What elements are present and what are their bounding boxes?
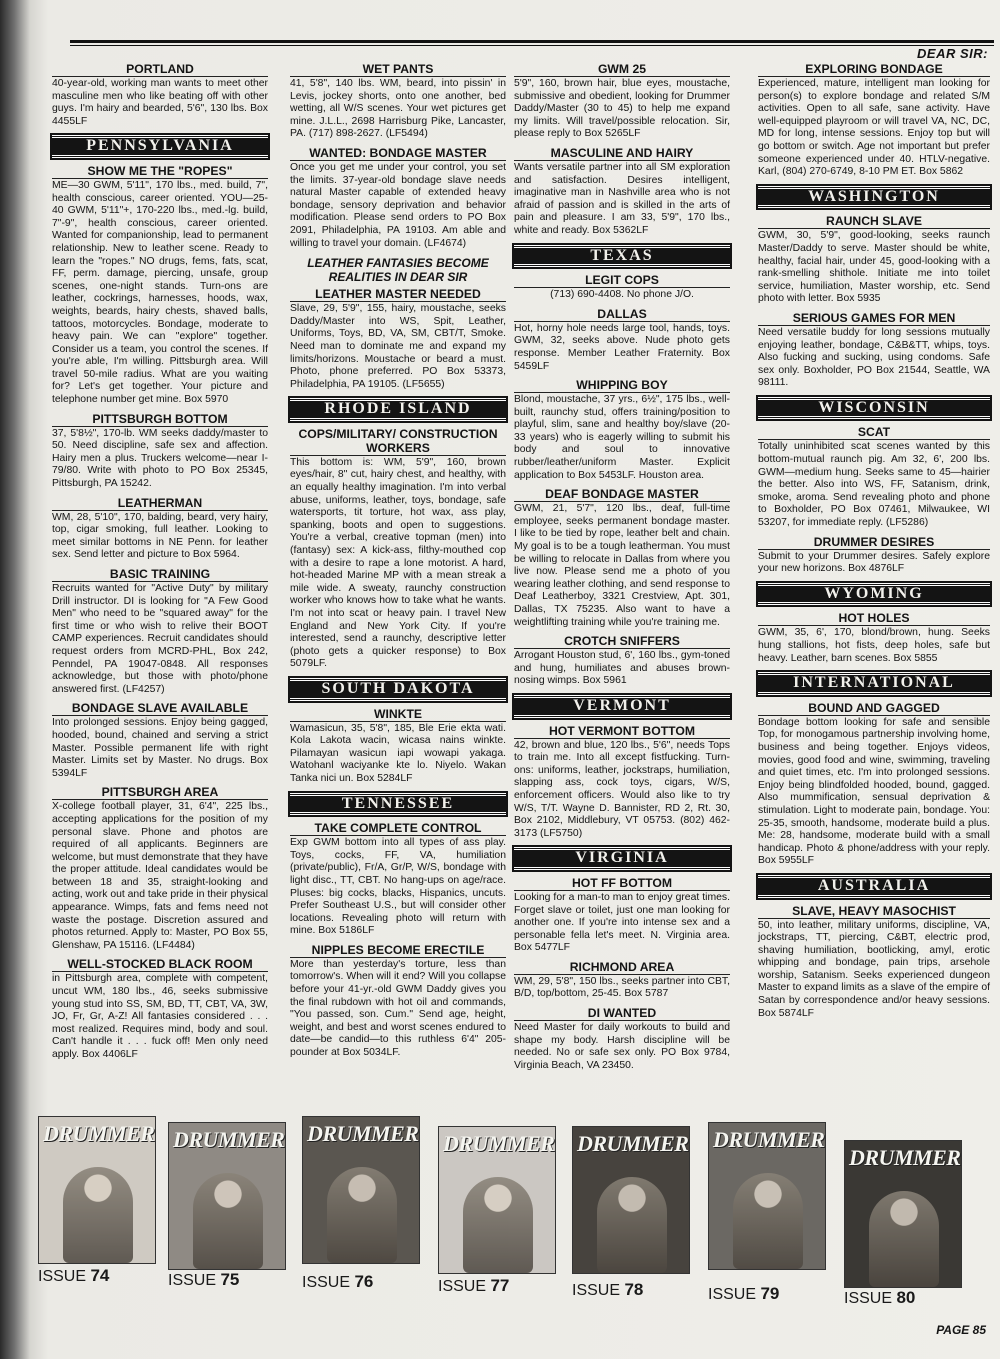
state-banner: PENNSYLVANIA: [52, 135, 268, 158]
ad-body: 41, 5'8", 140 lbs. WM, beard, into pissin' in Levis, jockey shorts, onto one another, bed wetting, all W/S scenes. Your wet pictures get mine. J.L.L., 2698 Harrisburg Pike, Lancaster, PA. (717) 898-2627. (LF5494): [290, 78, 506, 140]
state-banner: WYOMING: [758, 583, 990, 606]
ad-heading: BONDAGE SLAVE AVAILABLE: [52, 701, 268, 716]
ad-body: Submit to your Drummer desires. Safely explore your new horizons. Box 4876LF: [758, 550, 990, 575]
classified-ad: [758, 904, 990, 1021]
ad-body: ME—30 GWM, 5'11", 170 lbs., med. build, 7", health conscious, career oriented. YOU—25-40 GWM, 5'11"+, 170-220 lbs., med.-lg. build, 7"-9", health conscious, career oriented. Wanted for companionship, lead to permanent relationship. New to leather scene. Ready to learn the "ropes." NO drugs, fems, fats, scat, FF, perm. damage, piercing, unsafe, group scenes, one-night stands. Turn-ons are leather, cockrings, harnesses, hoods, wax, weights, beards, hairy chests, shaved balls, tattoos, motorcycles. Bondage, moderate to heavy pain. We can "explore" together. Consider us a team, you control the scenes. If you're able, I'm willing. Pittsburgh area. Will travel 50-mile radius. What are you waiting for? Let's get together. Your picture and telephone number get mine. Box 5970: [52, 179, 268, 406]
ad-heading: PITTSBURGH BOTTOM: [52, 412, 268, 427]
ad-heading: SCAT: [758, 425, 990, 440]
issue-cover[interactable]: [302, 1116, 420, 1264]
state-banner: VIRGINIA: [514, 847, 730, 870]
issue-number: 74: [90, 1266, 110, 1285]
classified-ad: [290, 943, 506, 1060]
ad-heading: DRUMMER DESIRES: [758, 535, 990, 550]
column-2: [290, 62, 506, 1065]
state-banner: WASHINGTON: [758, 186, 990, 209]
issue-number: 78: [624, 1280, 644, 1299]
ad-body: Slave, 29, 5'9", 155, hairy, moustache, seeks Daddy/Master into WS, Spit, Leather, Uniforms, Toys, BD, VA, SM, CBT/T, Smoke. Need man to dominate me and expand my limits/horizons. Moustache or beard a must. Photo, phone preferred. PO Box 53373, Philadelphia, PA 19105. (LF5655): [290, 303, 506, 390]
ad-body: GWM, 30, 5'9", good-looking, seeks raunch Master/Daddy to serve. Master should be white, healthy, facial hair, under 45, good-looking with a rank-smelling shithole. Initiate me into toilet service, humiliation, Master worship, etc. Send photo with letter. Box 5935: [758, 230, 990, 305]
ad-heading: CROTCH SNIFFERS: [514, 634, 730, 649]
issue-label: [572, 1280, 643, 1300]
classified-ad: [52, 412, 268, 491]
issue-word: ISSUE: [302, 1274, 355, 1291]
classified-ad: [290, 821, 506, 938]
issue-number: 80: [896, 1288, 916, 1307]
ad-heading: WET PANTS: [290, 62, 506, 77]
ad-body: 42, brown and blue, 120 lbs., 5'6", needs Tops to train me. Into all except fistfucking. Turn-ons: uniforms, leather, jockstraps, humiliation, slapping ass, cock toys, cigars, W/S, enforcement officers. Would also like to try W/S, T/T. Wayne D. Bannister, RD 2, Rt. 30, Box 2102, Middlebury, VT 05753. (802) 462-3173 (LF5750): [514, 739, 730, 839]
column-1: [52, 62, 268, 1067]
issue-cover[interactable]: [38, 1116, 156, 1264]
cover-photo: [463, 1177, 533, 1273]
ad-heading: WANTED: BONDAGE MASTER: [290, 146, 506, 161]
ad-body: Need Master for daily workouts to build and shape my body. Harsh discipline will be needed. No or safe sex only. PO Box 9784, Virginia Beach, VA 23450.: [514, 1022, 730, 1071]
classified-ad: [52, 785, 268, 952]
classified-ad: [758, 214, 990, 306]
ad-body: WM, 29, 5'8", 150 lbs., seeks partner into CBT, B/D, top/bottom, 25-45. Box 5787: [514, 975, 730, 1000]
state-banner: RHODE ISLAND: [290, 398, 506, 421]
page-number: PAGE 85: [936, 1323, 986, 1337]
ad-body: This bottom is: WM, 5'9", 160, brown eyes/hair, 8" cut, hairy chest, and healthy, with an equally healthy imagination. I'm into verbal abuse, uniforms, leather, toys, bondage, safe watersports, tit torture, hot wax, ass play, spanking, boots and open to suggestions. You're a verbal, creative topman (men) into (fantasy) sex: A kick-ass, filthy-mouthed cop with a desire to rape a lone motorist. A hard, hot-headed Marine MP with a mean streak a mile wide. A sweaty, raunchy construction worker who knows how to take what he wants. I'm not into scat or heavy pain. I travel New England and New York City. If you're interested, send a raunchy, descriptive letter (photo gets a quicker response) to Box 5079LF.: [290, 456, 506, 670]
classified-ad: [52, 701, 268, 780]
ad-heading: MASCULINE AND HAIRY: [514, 146, 730, 161]
issue-label: [302, 1272, 373, 1292]
classified-ad: [514, 62, 730, 141]
ad-body: X-college football player, 31, 6'4", 225 lbs., accepting applications for the position of my personal slave. Phone and photos are required of all applicants. Beginners are welcome, but must demonstrate that they have the proper attitude. Ideal candidates would be between 18 and 35, straight-looking and acting, work out and take pride in their physical appearance. Wimps, fats and fems need not waste the postage. Discretion assured and photos returned. Apply to: Master, PO Box 55, Glenshaw, PA 15116. (LF4484): [52, 801, 269, 951]
cover-photo: [733, 1173, 803, 1269]
ad-body: Experienced, mature, intelligent man looking for person(s) to explore bondage and related S/M activities. Open to all safe, sane activity. Have well-equipped playroom or will travel VA, NC, DC, MD for long, intense sessions. Enjoy top but will go bottom or switch. Age not important but prefer someone experienced under 40. HTLV-negative. Karl, (804) 270-6749, 8-10 PM ET. Box 5862: [758, 78, 990, 178]
classified-ad: [514, 1006, 730, 1072]
classified-ad: [758, 535, 990, 576]
ad-body: in Pittsburgh area, complete with competent, uncut WM, 180 lbs., 46, seeks submissive young stud into SS, SM, BD, TT, CBT, VA, 3W, JO, Fr, Gr, A-Z! All fantasies considered . . . most realized. Requires mind, body and soul. Can't handle it . . . fuck off! Men only need apply. Box 4406LF: [52, 973, 268, 1060]
classified-ad: [52, 62, 268, 128]
cover-masthead: DRUMMER: [849, 1145, 961, 1170]
ad-body: 37, 5'8½", 170-lb. WM seeks daddy/master to 50. Need discipline, safe sex and affection. Hairy men a plus. Truckers welcome—near I-79/80. Write with photo to PO Box 25345, Pittsburgh, PA 15242.: [52, 427, 268, 490]
ad-body: Looking for a man-to man to enjoy great times. Forget slave or toilet, just one man looking for another one. If you're into intense sex and a personable fella let's meet. N. Virginia area. Box 5477LF: [514, 891, 730, 954]
issue-number: 75: [220, 1270, 240, 1289]
classified-ad: [52, 164, 268, 407]
issue-number: 79: [760, 1284, 780, 1303]
state-banner: AUSTRALIA: [758, 875, 990, 898]
top-rule: [70, 40, 994, 46]
ad-heading: NIPPLES BECOME ERECTILE: [290, 943, 506, 958]
classified-ad: [514, 146, 730, 238]
section-title: DEAR SIR:: [917, 46, 988, 61]
ad-body: GWM, 21, 5'7", 120 lbs., deaf, full-time employee, seeks permanent bondage master. I like to be tied by rope, leather belt and chain. My goal is to be a tough leatherman. You must be willing to relocate in Dallas from where you live now. Please send me a photo of you wearing leather clothing, and send response to Deaf Leatherboy, 3321 Crestview, Apt. 301, Dallas, TX 75235. Also want to have a weightlifting training while you're training me.: [514, 503, 730, 628]
classified-ad: [514, 273, 730, 302]
classified-ad: [514, 487, 730, 629]
ad-heading: RICHMOND AREA: [514, 960, 730, 975]
cover-masthead: DRUMMER: [173, 1127, 285, 1152]
classified-ad: [514, 960, 730, 1001]
issue-cover[interactable]: [708, 1122, 826, 1270]
classified-ad: [514, 378, 730, 482]
ad-heading: PITTSBURGH AREA: [52, 785, 268, 800]
ad-heading: HOT VERMONT BOTTOM: [514, 724, 730, 739]
ad-body: Totally uninhibited scat scenes wanted by this bottom-mutual raunch pig. Am 32, 6', 200 lbs. GWM—medium hung. Seeks same to 45—hairier the better. Also into WS, FF, Satanism, drink, smoke, aroma. Send revealing photo and phone to Boxholder, PO Box 07461, Milwaukee, WI 53207, for immediate reply. (LF5286): [758, 441, 990, 529]
ad-body: Into prolonged sessions. Enjoy being gagged, hooded, bound, chained and serving a strict Master. Possible permanent life with right Master. Limits set by Master. No drugs. Box 5394LF: [52, 717, 268, 779]
issue-cover[interactable]: [572, 1126, 690, 1274]
cover-photo: [63, 1167, 133, 1263]
ad-body: Once you get me under your control, you set the limits. 37-year-old bondage slave needs natural Master capable of extended heavy bondage, sensory deprivation and behavior modification. Please send orders to PO Box 2091, Philadelphia, PA 19103. Am able and willing to travel your domain. (LF4674): [290, 161, 506, 249]
column-4: [758, 62, 990, 1025]
ad-body: 50, into leather, military uniforms, discipline, VA, jockstraps, TT, piercing, C&BT, electric prod, shaving humiliation, bootlicking, amyl, erotic whipping and bondage, pain trips, arsehole worship, Satanism. Seeks experienced dungeon Master to expand limits as a slave of the empire of Satan by correspondence and/or heavy sessions. Box 5874LF: [758, 919, 990, 1019]
classified-ad: [514, 876, 730, 955]
issue-word: ISSUE: [708, 1286, 761, 1303]
cover-photo: [869, 1191, 939, 1287]
issue-word: ISSUE: [38, 1268, 91, 1285]
ad-heading: DALLAS: [514, 307, 730, 322]
ad-body: (713) 690-4408. No phone J/O.: [550, 289, 694, 301]
ad-heading: COPS/MILITARY/ CONSTRUCTION WORKERS: [290, 427, 506, 456]
back-issues-strip: [38, 1116, 994, 1307]
classified-ad: [290, 707, 506, 786]
issue-label: [708, 1284, 779, 1304]
classified-ad: [290, 287, 506, 391]
issue-cover[interactable]: [438, 1126, 556, 1274]
state-banner: INTERNATIONAL: [758, 672, 990, 695]
state-banner: TEXAS: [514, 245, 730, 268]
issue-number: 76: [354, 1272, 374, 1291]
issue-word: ISSUE: [438, 1278, 491, 1295]
ad-body: Exp GWM bottom into all types of ass play. Toys, cocks, FF, VA, humiliation (private/public), Fr/A, Gr/P, W/S, bondage with light disc., TT, CBT. No hang-ups on age/race. Pluses: big cocks, blacks, Hispanics, uncuts. Prefer Southeast U.S., but will consider other locations. Revealing photo will return with mine. Box 5186LF: [290, 837, 506, 937]
cover-masthead: DRUMMER: [577, 1131, 689, 1156]
ad-body: More than yesterday's torture, less than tomorrow's. When will it end? Will you collapse before your 41-yr.-old GWM Daddy gives you the final rubdown with hot oil and commands, "You passed, son. Cum." Send age, height, weight, and best and worst scenes endured to date—be candid—to this ruthless 6'4" 205-pounder at Box 5034LF.: [290, 958, 506, 1059]
issue-label: [168, 1270, 239, 1290]
ad-heading: PORTLAND: [52, 62, 268, 77]
ad-body: GWM, 35, 6', 170, blond/brown, hung. Seeks hung stallions, hot fists, deep holes, safe but heavy. Leather, barn scenes. Box 5855: [758, 627, 990, 664]
cover-masthead: DRUMMER: [713, 1127, 825, 1152]
ad-heading: DI WANTED: [514, 1006, 730, 1021]
ad-heading: BOUND AND GAGGED: [758, 701, 990, 716]
issue-word: ISSUE: [168, 1272, 221, 1289]
ad-heading: GWM 25: [514, 62, 730, 77]
ad-heading: TAKE COMPLETE CONTROL: [290, 821, 506, 836]
ad-body: 40-year-old, working man wants to meet other masculine men who like beating off with other guys. I'm hairy and bearded, 5'6", 130 lbs. Box 4455LF: [52, 78, 268, 127]
classified-ad: [514, 634, 730, 688]
issue-label: [844, 1288, 915, 1308]
state-banner: SOUTH DAKOTA: [290, 678, 506, 701]
ad-body: Hot, horny hole needs large tool, hands, toys. GWM, 32, seeks above. Nude photo gets response. Member Leather Fraternity. Box 5459LF: [514, 322, 730, 372]
classified-ad: [290, 62, 506, 141]
ad-body: Wants versatile partner into all SM exploration and satisfaction. Desires intelligent, imaginative man in Nashville area who is not afraid of passion and is skilled in the arts of pain and pleasure. I am 33, 5'9", 170 lbs., white and ready. Box 5362LF: [514, 161, 730, 236]
state-banner: VERMONT: [514, 695, 730, 718]
ad-heading: LEATHERMAN: [52, 496, 268, 511]
ad-body: Arrogant Houston stud, 6', 160 lbs., gym-toned and hung, humiliates and abuses brown-nosing wimps. Box 5961: [514, 650, 730, 687]
cover-photo: [327, 1167, 397, 1263]
ad-body: Blond, moustache, 37 yrs., 6½", 175 lbs., well-built, raunchy stud, offers training/position to playful, slim, sane and healthy boy/slave (20-33 years) who is eagerly willing to submit his body and soul to innovative rubber/leather/uniform Master. Explicit application to Box 5453LF. Houston area.: [514, 394, 730, 481]
classified-ad: [290, 427, 506, 671]
ad-heading: WINKTE: [290, 707, 506, 722]
classified-ad: [52, 496, 268, 562]
ad-heading: RAUNCH SLAVE: [758, 214, 990, 229]
ad-body: Wamasicun, 35, 5'8", 185, Ble Erie ekta wati. Kola Lakota wacin, wicasa nains winkte. Pilamayan wasicun iapi wowapi yakaga. Watohanl waciyanke kte lo. Niyelo. Wakan Tanka nici un. Box 5284LF: [290, 722, 506, 784]
ad-heading: LEATHER MASTER NEEDED: [290, 287, 506, 302]
ad-heading: SLAVE, HEAVY MASOCHIST: [758, 904, 990, 919]
issue-cover[interactable]: [168, 1122, 286, 1270]
classified-ad: [758, 425, 990, 529]
promo-line: LEATHER FANTASIES BECOME REALITIES IN DEAR SIR: [307, 256, 489, 285]
cover-masthead: DRUMMER: [43, 1121, 155, 1146]
classified-ad: [758, 611, 990, 665]
ad-heading: SERIOUS GAMES FOR MEN: [758, 311, 990, 326]
classified-ad: [758, 311, 990, 390]
ad-heading: DEAF BONDAGE MASTER: [514, 487, 730, 502]
issue-number: 77: [490, 1276, 510, 1295]
classified-ad: [52, 567, 268, 696]
ad-body: Recruits wanted for "Active Duty" by military Drill instructor. DI is looking for "A Few Good Men" who need to be "squared away" for the first time or who wish to relive their BOOT CAMP experiences. Recruit candidates should request orders from MCRD-PHL, Box 242, Penndel, PA 19047-0848. All responses acknowledge, but those with photo/phone answered first. (LF4257): [52, 583, 268, 695]
cover-photo: [597, 1177, 667, 1273]
ad-heading: BASIC TRAINING: [52, 567, 268, 582]
column-3: [514, 62, 730, 1077]
classified-ad: [514, 307, 730, 373]
ad-heading: LEGIT COPS: [514, 273, 730, 288]
issue-label: [38, 1266, 109, 1286]
classified-ad: [52, 957, 268, 1061]
classified-ad: [514, 724, 730, 841]
ad-heading: EXPLORING BONDAGE: [758, 62, 990, 77]
ad-heading: WELL-STOCKED BLACK ROOM: [52, 957, 268, 972]
classified-ad: [758, 62, 990, 179]
ad-heading: WHIPPING BOY: [514, 378, 730, 393]
ad-body: Bondage bottom looking for safe and sensible Top, for monogamous partnership involving home, business and being together. Enjoys videos, movies, good food and wine, swimming, traveling and quiet times, etc. I'm into prolonged sessions. Enjoy being blindfolded hooded, bound, gagged. Also mummification, sensual deprivation & stimulation. Light to moderate pain, bondage. You: 25-35, smooth, handsome, moderate build a plus. Me: 28, handsome, moderate build with a small handicap. Photo & phone/address with your reply. Box 5955LF: [758, 716, 990, 867]
issue-word: ISSUE: [572, 1282, 625, 1299]
ad-heading: HOT HOLES: [758, 611, 990, 626]
classified-ad: [758, 701, 990, 868]
state-banner: WISCONSIN: [758, 397, 990, 420]
issue-label: [438, 1276, 509, 1296]
ad-body: WM, 28, 5'10", 170, balding, beard, very hairy, top, cigar smoking, full leather. Looking to meet similar bottoms in NE Penn. for leather sex. Send letter and picture to Box 5964.: [52, 511, 268, 561]
issue-word: ISSUE: [844, 1290, 897, 1307]
ad-heading: SHOW ME THE "ROPES": [52, 164, 268, 179]
ad-body: 5'9", 160, brown hair, blue eyes, moustache, submissive and obedient, looking for Drummer Daddy/Master (30 to 45) to help me expand my limits. Will travel/possible relocation. Sir, please reply to Box 5265LF: [514, 78, 730, 140]
state-banner: TENNESSEE: [290, 793, 506, 816]
ad-body: Need versatile buddy for long sessions mutually enjoying leather, bondage, C&B&TT, whips, toys. Also fucking and sucking, using condoms. Safe sex only. Boxholder, PO Box 21544, Seattle, WA 98111.: [758, 326, 990, 389]
cover-photo: [193, 1173, 263, 1269]
ad-heading: HOT FF BOTTOM: [514, 876, 730, 891]
cover-masthead: DRUMMER: [443, 1131, 555, 1156]
cover-masthead: DRUMMER: [307, 1121, 419, 1146]
issue-cover[interactable]: [844, 1140, 962, 1288]
classified-ad: [290, 146, 506, 250]
